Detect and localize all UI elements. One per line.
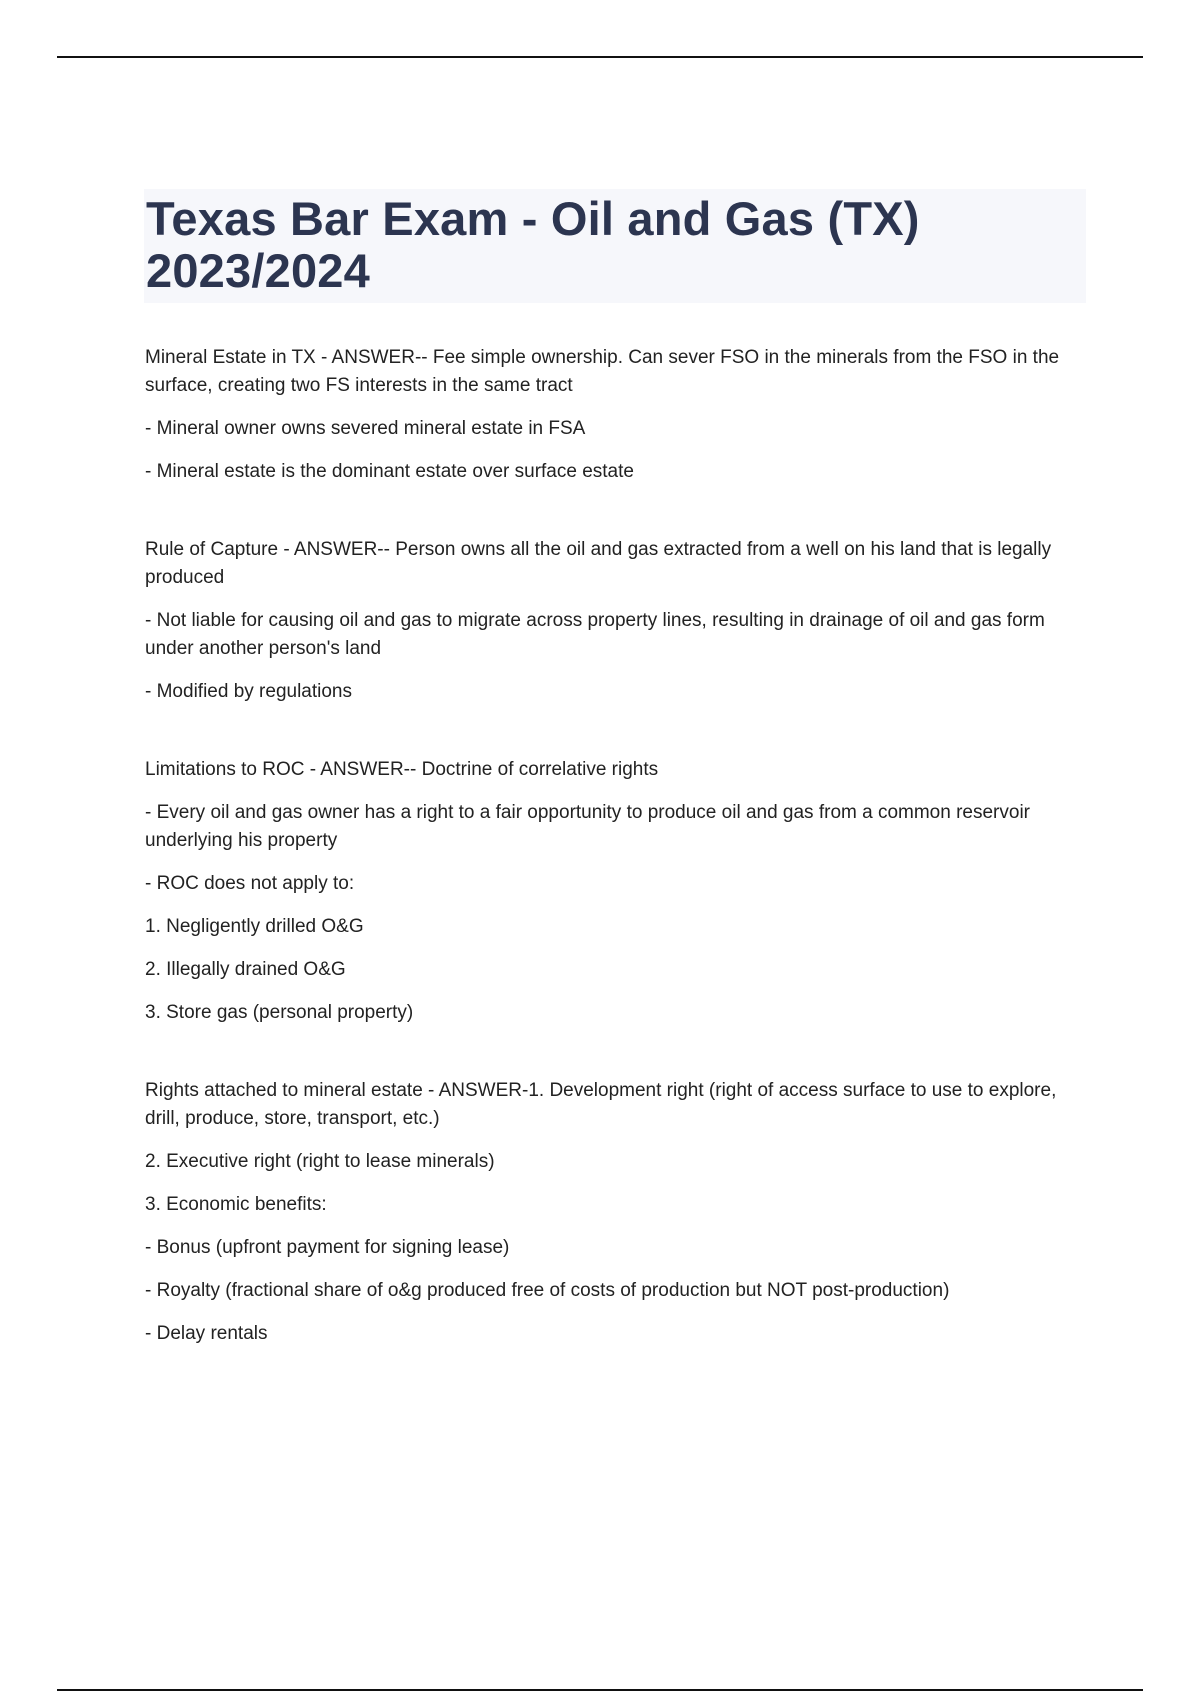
- top-rule: [57, 56, 1143, 58]
- paragraph: Rights attached to mineral estate - ANSWER-1. Development right (right of access surface to use to explore, drill, produce, store, transport, etc.): [145, 1080, 1057, 1129]
- paragraph: - Royalty (fractional share of o&g produced free of costs of production but NOT post-production): [145, 1280, 950, 1301]
- paragraph: 3. Economic benefits:: [145, 1194, 327, 1215]
- document-title: Texas Bar Exam - Oil and Gas (TX) 2023/2024: [146, 192, 920, 297]
- bottom-rule: [57, 1689, 1143, 1691]
- paragraph: - Mineral estate is the dominant estate over surface estate: [145, 461, 634, 482]
- paragraph: Rule of Capture - ANSWER-- Person owns all the oil and gas extracted from a well on his land that is legally produced: [145, 539, 1052, 588]
- section-rights-attached: [145, 1077, 1080, 1348]
- section-limitations-to-roc: [145, 756, 1080, 1027]
- paragraph: - Not liable for causing oil and gas to migrate across property lines, resulting in drainage of oil and gas form under another person's land: [145, 610, 1045, 659]
- title-banner: [144, 189, 1086, 303]
- paragraph: Mineral Estate in TX - ANSWER-- Fee simple ownership. Can sever FSO in the minerals from the FSO in the surface, creating two FS interests in the same tract: [145, 347, 1060, 396]
- paragraph: 3. Store gas (personal property): [145, 1002, 414, 1023]
- paragraph: - ROC does not apply to:: [145, 873, 355, 894]
- paragraph: 2. Illegally drained O&G: [145, 959, 346, 980]
- paragraph: - Every oil and gas owner has a right to a fair opportunity to produce oil and gas from a common reservoir underlying his property: [145, 802, 1030, 851]
- paragraph: - Bonus (upfront payment for signing lease): [145, 1237, 510, 1258]
- paragraph: - Modified by regulations: [145, 681, 352, 702]
- document-body: [145, 344, 1080, 1398]
- section-rule-of-capture: [145, 536, 1080, 706]
- paragraph: 1. Negligently drilled O&G: [145, 916, 364, 937]
- paragraph: - Delay rentals: [145, 1323, 268, 1344]
- section-mineral-estate: [145, 344, 1080, 486]
- paragraph: Limitations to ROC - ANSWER-- Doctrine of correlative rights: [145, 759, 659, 780]
- paragraph: - Mineral owner owns severed mineral estate in FSA: [145, 418, 586, 439]
- paragraph: 2. Executive right (right to lease minerals): [145, 1151, 495, 1172]
